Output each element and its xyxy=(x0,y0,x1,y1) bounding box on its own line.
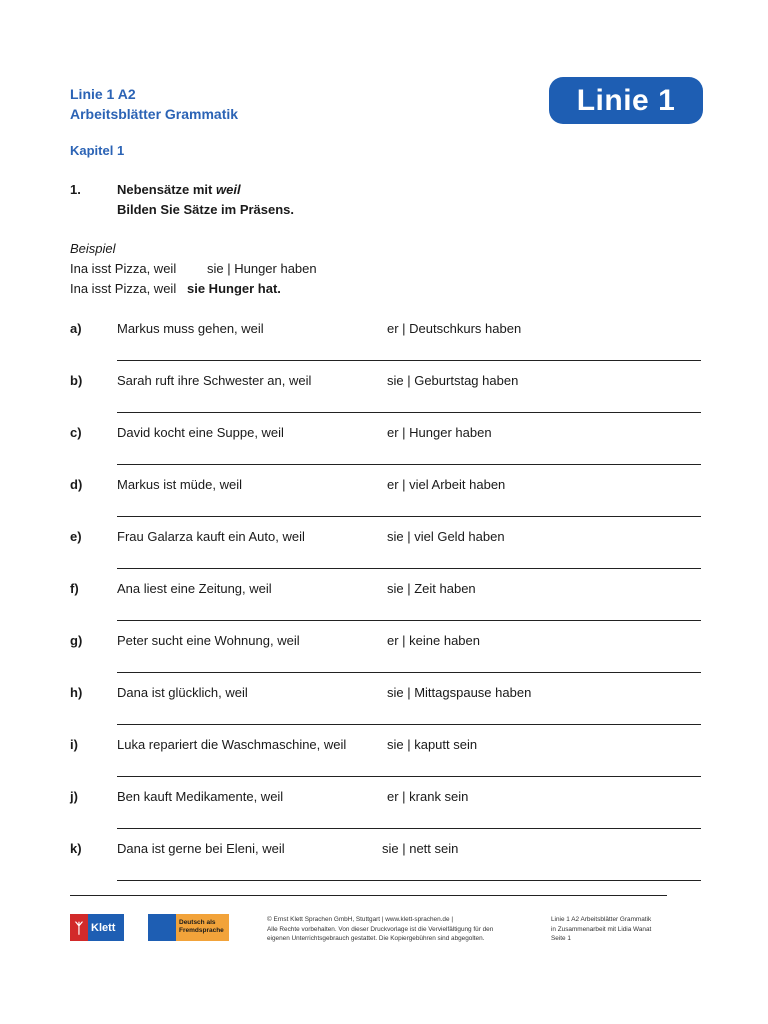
item-sentence: David kocht eine Suppe, weil xyxy=(117,425,284,440)
klett-logo xyxy=(70,914,124,941)
header-title: Linie 1 A2 xyxy=(70,86,136,102)
answer-line[interactable] xyxy=(117,360,701,361)
item-letter: j) xyxy=(70,789,78,804)
item-cue: sie | Geburtstag haben xyxy=(387,373,519,388)
example-cue: sie | Hunger haben xyxy=(207,261,317,276)
item-letter: h) xyxy=(70,685,83,700)
daf-line-1: Deutsch als xyxy=(179,919,216,926)
copyright-line-3: eigenen Unterrichtsgebrauch gestattet. Die Kopiergebühren sind abgegolten. xyxy=(267,935,485,942)
klett-logo-text: Klett xyxy=(91,921,116,934)
item-letter: c) xyxy=(70,425,82,440)
item-cue: er | Deutschkurs haben xyxy=(387,321,522,336)
copyright-notice xyxy=(267,915,537,944)
item-sentence: Peter sucht eine Wohnung, weil xyxy=(117,633,300,648)
logo-text: Linie 1 xyxy=(576,83,676,117)
item-letter: i) xyxy=(70,737,78,752)
daf-line-2: Fremdsprache xyxy=(179,927,224,934)
item-sentence: Luka repariert die Waschmaschine, weil xyxy=(117,737,347,752)
item-letter: b) xyxy=(70,373,83,388)
task-number: 1. xyxy=(70,182,81,197)
answer-line[interactable] xyxy=(117,672,701,673)
item-sentence: Sarah ruft ihre Schwester an, weil xyxy=(117,373,312,388)
answer-line[interactable] xyxy=(117,568,701,569)
daf-logo xyxy=(148,914,229,941)
answer-line[interactable] xyxy=(117,620,701,621)
answer-line[interactable] xyxy=(117,516,701,517)
page-info-line-2: in Zusammenarbeit mit Lidia Wanat xyxy=(551,925,652,933)
example-sentence-1: Ina isst Pizza, weil xyxy=(70,261,177,276)
footer-divider xyxy=(70,895,667,896)
item-cue: sie | viel Geld haben xyxy=(387,529,505,544)
klett-mark-icon: ᛉ xyxy=(70,914,88,941)
copyright-line-2: Alle Rechte vorbehalten. Von dieser Druckvorlage ist die Vervielfältigung für den xyxy=(267,925,494,933)
item-sentence: Markus muss gehen, weil xyxy=(117,321,264,336)
page-info-line-1: Linie 1 A2 Arbeitsblätter Grammatik xyxy=(551,916,652,923)
page-info xyxy=(551,915,681,944)
item-letter: k) xyxy=(70,841,82,856)
task-title-word: weil xyxy=(216,182,241,197)
page-number: Seite 1 xyxy=(551,935,571,942)
example-label: Beispiel xyxy=(70,241,116,256)
item-cue: er | keine haben xyxy=(387,633,480,648)
item-sentence: Frau Galarza kauft ein Auto, weil xyxy=(117,529,305,544)
item-cue: sie | Mittagspause haben xyxy=(387,685,532,700)
item-letter: f) xyxy=(70,581,79,596)
item-sentence: Ben kauft Medikamente, weil xyxy=(117,789,284,804)
item-sentence: Dana ist glücklich, weil xyxy=(117,685,248,700)
answer-line[interactable] xyxy=(117,412,701,413)
task-title-prefix: Nebensätze mit xyxy=(117,182,213,197)
item-letter: a) xyxy=(70,321,82,336)
copyright-line-1: © Ernst Klett Sprachen GmbH, Stuttgart | www.klett-sprachen.de | xyxy=(267,916,453,923)
item-letter: g) xyxy=(70,633,83,648)
item-cue: sie | nett sein xyxy=(382,841,459,856)
linie1-logo xyxy=(549,77,703,124)
example-answer: sie Hunger hat. xyxy=(187,281,281,296)
item-sentence: Ana liest eine Zeitung, weil xyxy=(117,581,272,596)
daf-logo-text xyxy=(176,914,229,941)
item-letter: d) xyxy=(70,477,83,492)
item-cue: sie | kaputt sein xyxy=(387,737,478,752)
answer-line[interactable] xyxy=(117,880,701,881)
task-title xyxy=(117,182,241,197)
item-cue: sie | Zeit haben xyxy=(387,581,476,596)
header-subtitle: Arbeitsblätter Grammatik xyxy=(70,106,239,122)
answer-line[interactable] xyxy=(117,776,701,777)
item-cue: er | krank sein xyxy=(387,789,469,804)
item-cue: er | viel Arbeit haben xyxy=(387,477,506,492)
item-sentence: Markus ist müde, weil xyxy=(117,477,242,492)
item-cue: er | Hunger haben xyxy=(387,425,492,440)
item-sentence: Dana ist gerne bei Eleni, weil xyxy=(117,841,285,856)
daf-logo-mark xyxy=(148,914,176,941)
task-instruction: Bilden Sie Sätze im Präsens. xyxy=(117,202,295,217)
chapter-heading: Kapitel 1 xyxy=(70,143,125,158)
answer-line[interactable] xyxy=(117,464,701,465)
example-sentence-2: Ina isst Pizza, weil xyxy=(70,281,177,296)
item-letter: e) xyxy=(70,529,82,544)
answer-line[interactable] xyxy=(117,828,701,829)
answer-line[interactable] xyxy=(117,724,701,725)
